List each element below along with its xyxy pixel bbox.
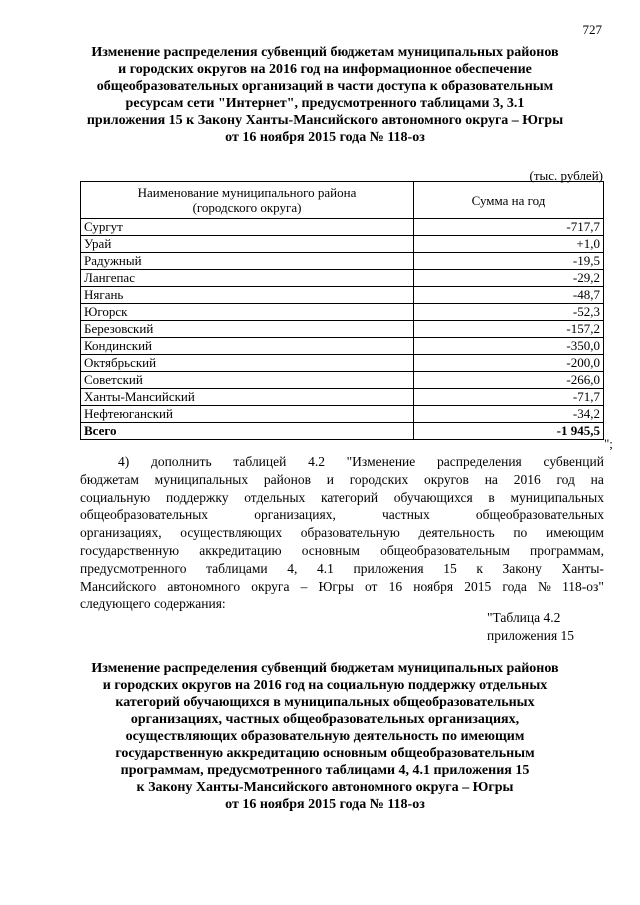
district-sum: -350,0: [414, 338, 604, 355]
heading-line: от 16 ноября 2015 года № 118-оз: [225, 130, 425, 145]
paragraph-word: основным: [301, 542, 360, 558]
heading-line: Изменение распределения субвенций бюджетам муниципальных районов: [91, 45, 559, 60]
paragraph-word: муниципальных: [510, 489, 604, 505]
table-reference-line-1: "Таблица 4.2: [487, 610, 561, 625]
paragraph-word: районов: [263, 471, 311, 487]
paragraph-line: [80, 471, 604, 489]
paragraph-word: 4.2: [308, 454, 325, 469]
units-label: (тыс. рублей): [529, 168, 603, 183]
heading-line: государственную аккредитацию основным общеобразовательным: [115, 746, 535, 761]
paragraph-word: 15: [443, 560, 457, 576]
paragraph-word: имеющим: [545, 525, 604, 541]
table-header-row: [81, 182, 604, 219]
paragraph-word: от: [364, 578, 378, 594]
sum-column-header: Сумма на год: [414, 182, 604, 219]
table-row: [81, 338, 604, 355]
table-row: [81, 304, 604, 321]
table-row: [81, 287, 604, 304]
paragraph-word: на: [590, 471, 604, 487]
paragraph-word: осуществляющих: [180, 525, 283, 541]
table-row: [81, 321, 604, 338]
paragraph-word: программам,: [530, 542, 604, 558]
district-sum: -266,0: [414, 372, 604, 389]
table-closing-quote: ";: [604, 436, 613, 451]
paragraph-line: [80, 453, 604, 471]
paragraph-word: Мансийского: [80, 578, 157, 594]
paragraph-word: ноября: [413, 578, 454, 594]
paragraph-word: 4,: [287, 560, 298, 576]
heading-line: к Закону Ханты-Мансийского автономного округа – Югры: [136, 780, 514, 795]
paragraph-word: округа: [251, 578, 290, 594]
heading-line: ресурсам сети "Интернет", предусмотренного таблицами 3, 3.1: [125, 96, 525, 111]
district-name: Нягань: [81, 287, 414, 304]
paragraph-word: городских: [349, 471, 409, 487]
heading-line: организациях, частных общеобразовательных организациях,: [130, 712, 520, 727]
paragraph-line: [80, 506, 604, 524]
table-total-row: [81, 423, 604, 440]
district-name: Сургут: [81, 219, 414, 236]
paragraph-word: общеобразовательных: [80, 507, 209, 523]
table-row: [81, 355, 604, 372]
table-row: [81, 372, 604, 389]
district-sum: -1 945,5: [414, 423, 604, 440]
paragraph-word: поддержку: [165, 489, 229, 505]
paragraph-word: аккредитацию: [199, 542, 282, 558]
district-name: Кондинский: [81, 338, 414, 355]
heading-line: Изменение распределения субвенций бюджетам муниципальных районов: [91, 661, 559, 676]
paragraph-word: автономного: [167, 578, 241, 594]
paragraph-word: деятельность: [418, 525, 495, 541]
paragraph-word: –: [300, 578, 308, 594]
paragraph-word: года: [502, 578, 527, 594]
district-name: Урай: [81, 236, 414, 253]
name-column-header-line-1: Наименование муниципального района: [137, 185, 357, 200]
paragraph-word: таблицами: [206, 560, 268, 576]
table-row: [81, 406, 604, 423]
paragraph-word: к: [476, 560, 483, 576]
district-sum: -200,0: [414, 355, 604, 372]
paragraph-word: 4.1: [316, 560, 334, 576]
subsidy-table: [80, 181, 604, 440]
heading-line: общеобразовательных организаций в части доступа к образовательным: [96, 79, 554, 94]
paragraph-word: образовательную: [300, 525, 400, 541]
heading-line: программам, предусмотренного таблицами 4, 4.1 приложения 15: [120, 763, 530, 778]
district-name: Нефтеюганский: [81, 406, 414, 423]
paragraph-word: №: [538, 578, 551, 594]
paragraph-line: [80, 489, 604, 507]
paragraph-word: округов: [423, 471, 469, 487]
paragraph-word: Закону: [502, 560, 542, 576]
table-row: [81, 389, 604, 406]
amendment-paragraph: [80, 453, 604, 613]
table-row: [81, 236, 604, 253]
table-row: [81, 253, 604, 270]
district-name: Радужный: [81, 253, 414, 270]
table-reference-line-2: приложения 15: [487, 628, 575, 643]
document-heading-2: [60, 660, 590, 813]
paragraph-word: по: [513, 525, 528, 541]
paragraph-word: организациях,: [254, 507, 336, 523]
name-column-header-line-2: (городского округа): [192, 200, 302, 215]
district-sum: -19,5: [414, 253, 604, 270]
district-name: Всего: [81, 423, 414, 440]
paragraph-word: дополнить: [150, 454, 212, 469]
paragraph-word: социальную: [80, 489, 151, 505]
district-name: Березовский: [81, 321, 414, 338]
district-sum: -71,7: [414, 389, 604, 406]
heading-line: от 16 ноября 2015 года № 118-оз: [225, 797, 425, 812]
table-row: [81, 270, 604, 287]
paragraph-word: бюджетам: [80, 471, 139, 487]
paragraph-word: категорий: [321, 489, 379, 505]
heading-line: приложения 15 к Закону Ханты-Мансийского автономного округа – Югры: [86, 113, 564, 128]
paragraph-word: и: [326, 471, 334, 487]
paragraph-line: [80, 524, 604, 542]
paragraph-word: 118-оз": [562, 578, 604, 594]
district-sum: -717,7: [414, 219, 604, 236]
district-sum: -48,7: [414, 287, 604, 304]
heading-line: осуществляющих образовательную деятельность по имеющим: [125, 729, 525, 744]
district-name: Лангепас: [81, 270, 414, 287]
table-reference: [487, 609, 574, 645]
paragraph-line: [80, 560, 604, 578]
paragraph-word: 4): [118, 454, 130, 469]
paragraph-word: приложения: [353, 560, 424, 576]
table-row: [81, 219, 604, 236]
paragraph-word: отдельных: [244, 489, 306, 505]
paragraph-word: год: [556, 471, 575, 487]
district-name: Ханты-Мансийский: [81, 389, 414, 406]
paragraph-word: общеобразовательным: [380, 542, 510, 558]
paragraph-line: [80, 542, 604, 560]
paragraph-word: субвенций: [543, 454, 604, 469]
district-name: Октябрьский: [81, 355, 414, 372]
document-heading-1: [60, 44, 590, 146]
paragraph-word: муниципальных: [154, 471, 249, 487]
paragraph-word: 2016: [513, 471, 541, 487]
paragraph-word: 2015: [464, 578, 492, 594]
paragraph-word: в: [488, 489, 495, 505]
paragraph-word: "Изменение: [346, 454, 416, 469]
paragraph-word: организациях,: [80, 525, 162, 541]
paragraph-word: 16: [388, 578, 403, 594]
name-column-header: [81, 182, 414, 219]
district-name: Югорск: [81, 304, 414, 321]
district-sum: -157,2: [414, 321, 604, 338]
paragraph-line: [80, 578, 604, 596]
district-sum: -52,3: [414, 304, 604, 321]
heading-line: и городских округов на 2016 год на информационное обеспечение: [118, 62, 532, 77]
paragraph-word: частных: [382, 507, 430, 523]
district-sum: -29,2: [414, 270, 604, 287]
paragraph-word: Ханты-: [561, 560, 604, 576]
district-name: Советский: [81, 372, 414, 389]
paragraph-word: таблицей: [233, 454, 287, 469]
paragraph-word: на: [484, 471, 498, 487]
paragraph-word: обучающихся: [393, 489, 473, 505]
paragraph-word: предусмотренного: [80, 560, 187, 576]
district-sum: +1,0: [414, 236, 604, 253]
heading-line: категорий обучающихся в муниципальных общеобразовательных: [115, 695, 535, 710]
paragraph-word: Югры: [318, 578, 354, 594]
district-sum: -34,2: [414, 406, 604, 423]
paragraph-word: распределения: [437, 454, 522, 469]
heading-line: и городских округов на 2016 год на социальную поддержку отдельных: [102, 678, 548, 693]
paragraph-word: следующего содержания:: [80, 596, 226, 612]
page-number: 727: [582, 22, 602, 37]
paragraph-word: государственную: [80, 542, 180, 558]
paragraph-word: общеобразовательных: [475, 507, 604, 523]
